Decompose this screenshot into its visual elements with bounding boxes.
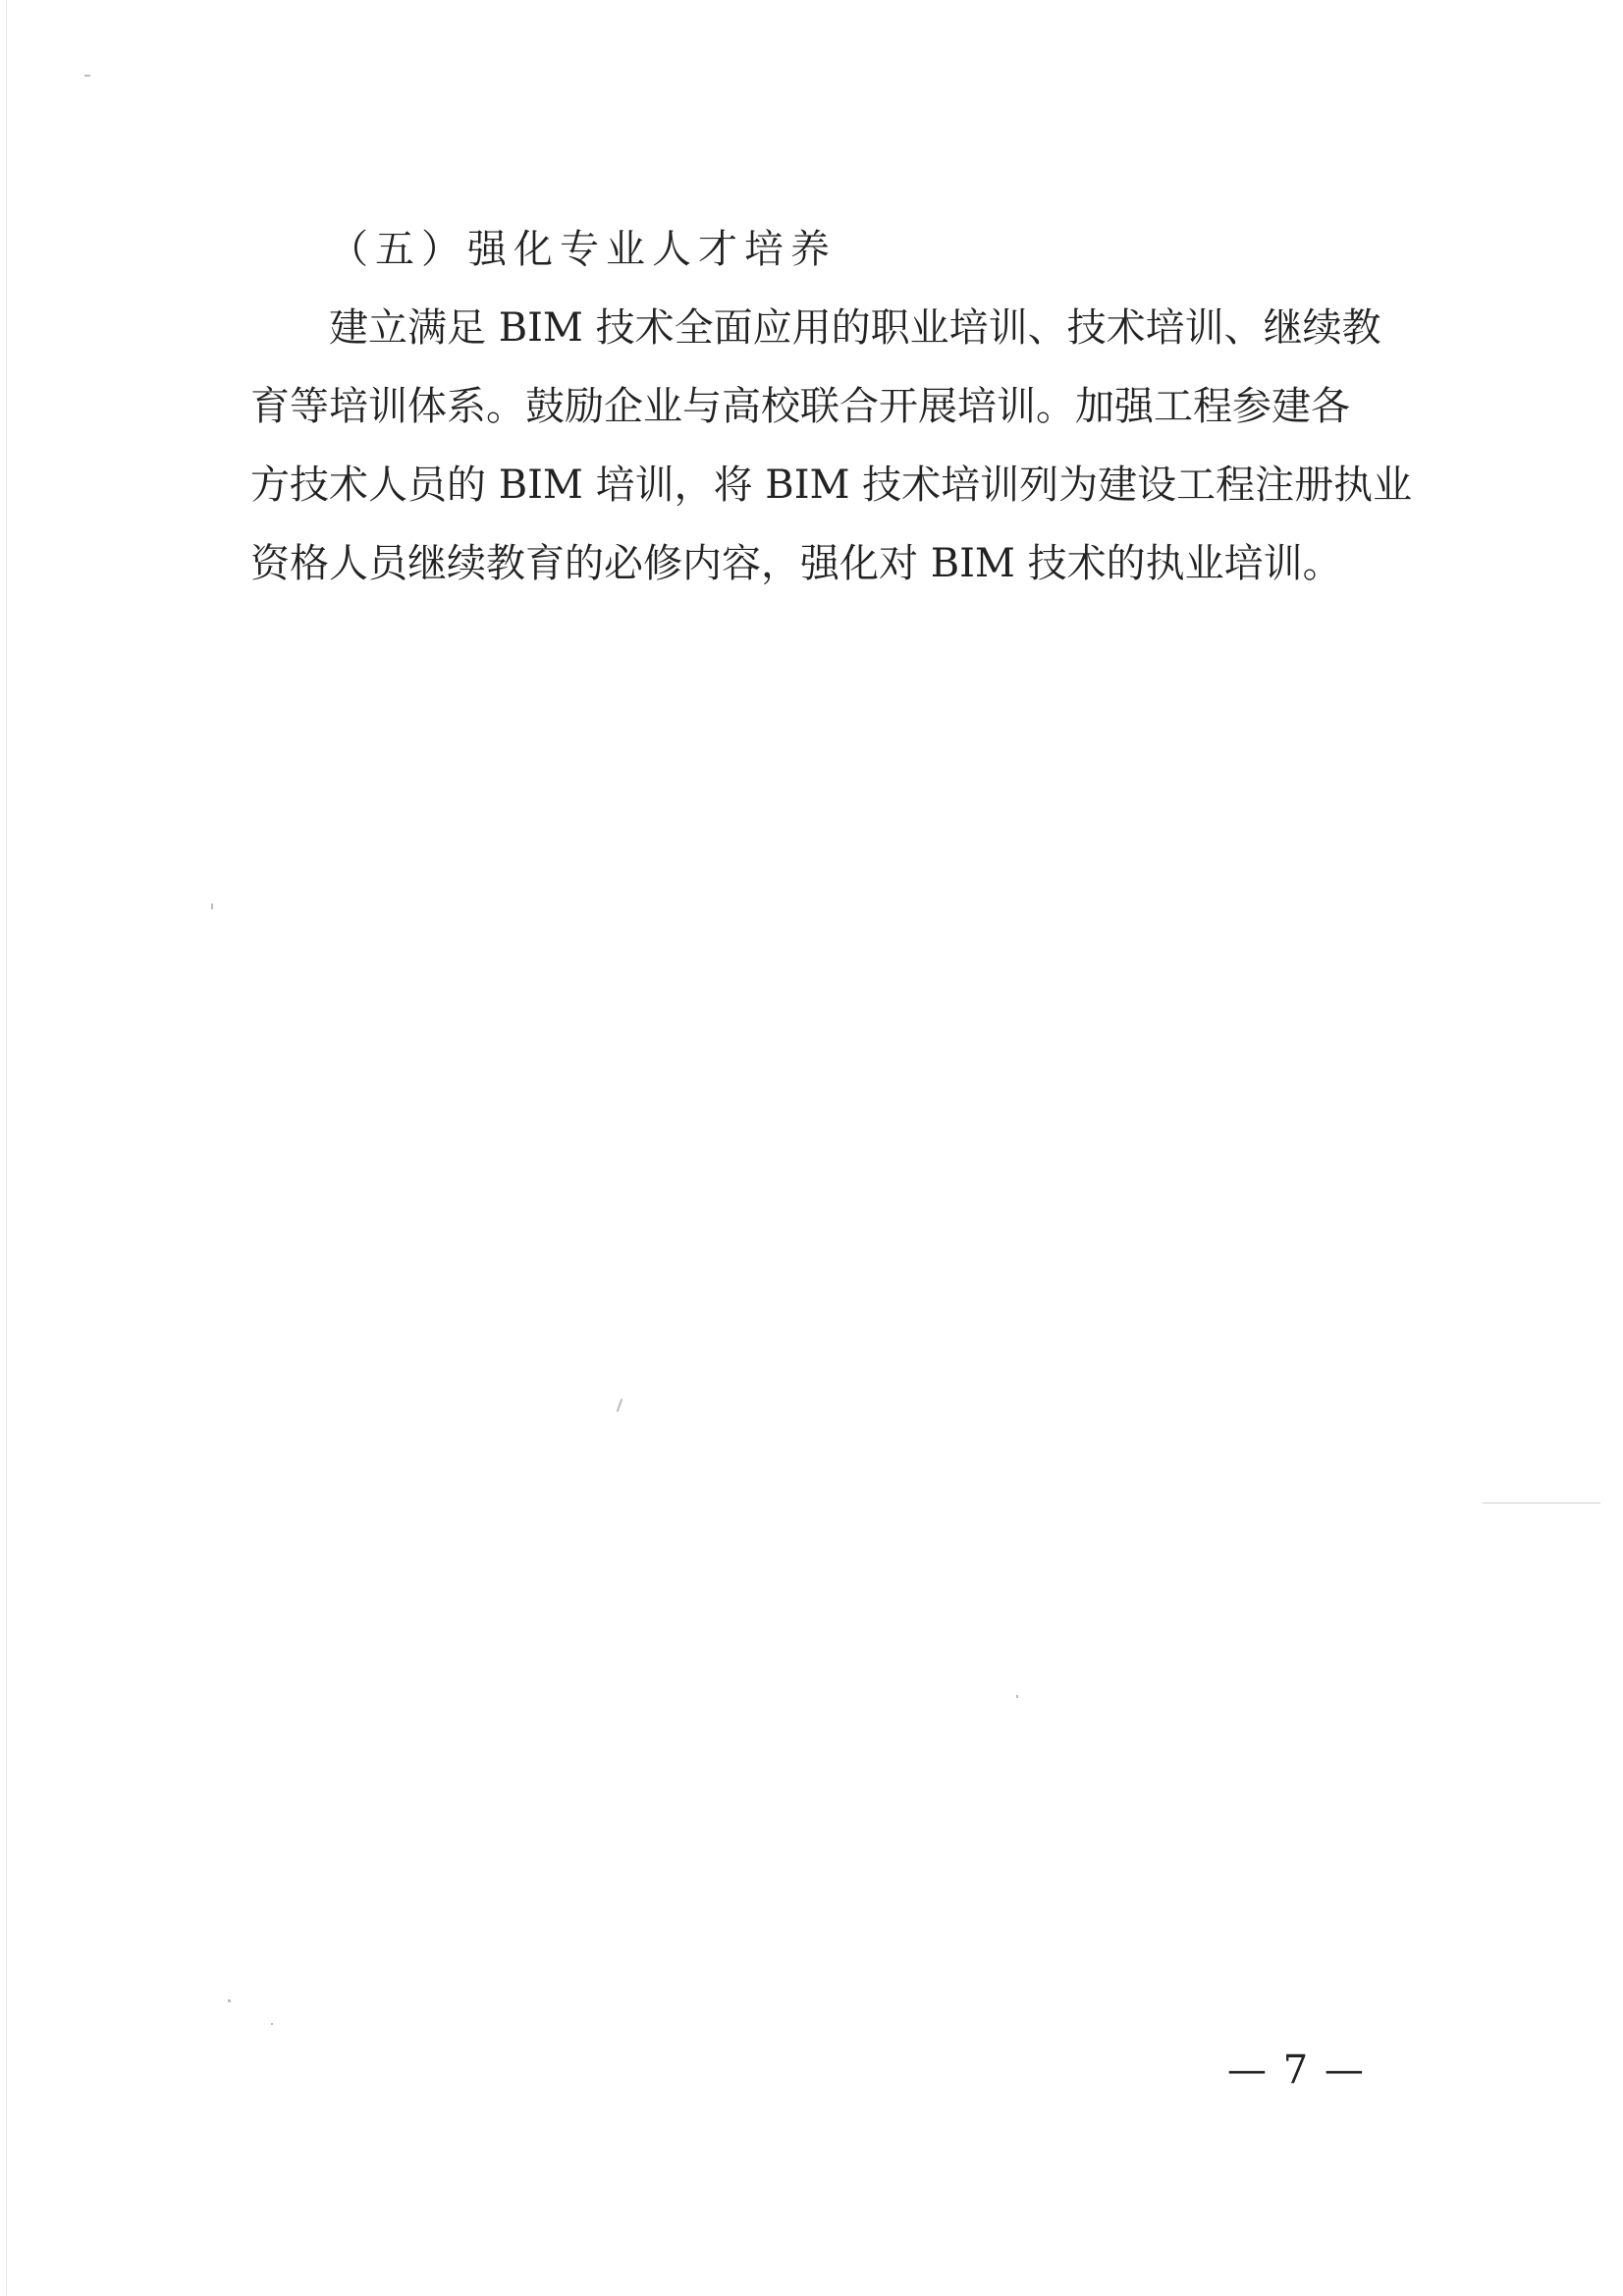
paragraph-line-4: 资格人员继续教育的必修内容，强化对 BIM 技术的执业培训。 bbox=[250, 541, 1342, 586]
paragraph-line-3: 方技术人员的 BIM 培训，将 BIM 技术培训列为建设工程注册执业 bbox=[250, 463, 1413, 508]
paragraph-line-2: 育等培训体系。鼓励企业与高校联合开展培训。加强工程参建各 bbox=[250, 384, 1350, 429]
scan-speck bbox=[617, 1398, 623, 1412]
document-content bbox=[250, 210, 1429, 603]
scan-speck bbox=[1016, 1695, 1018, 1698]
body-paragraph bbox=[250, 289, 1429, 603]
scan-speck bbox=[228, 1999, 231, 2002]
scan-edge-line bbox=[6, 0, 7, 2296]
section-heading: （五）强化专业人才培养 bbox=[329, 227, 837, 272]
page-number: — 7 — bbox=[1227, 2048, 1366, 2093]
scan-speck bbox=[84, 75, 90, 77]
scan-speck bbox=[271, 2023, 273, 2025]
scan-speck bbox=[211, 903, 213, 909]
paragraph-line-1: 建立满足 BIM 技术全面应用的职业培训、技术培训、继续教 bbox=[329, 305, 1381, 351]
